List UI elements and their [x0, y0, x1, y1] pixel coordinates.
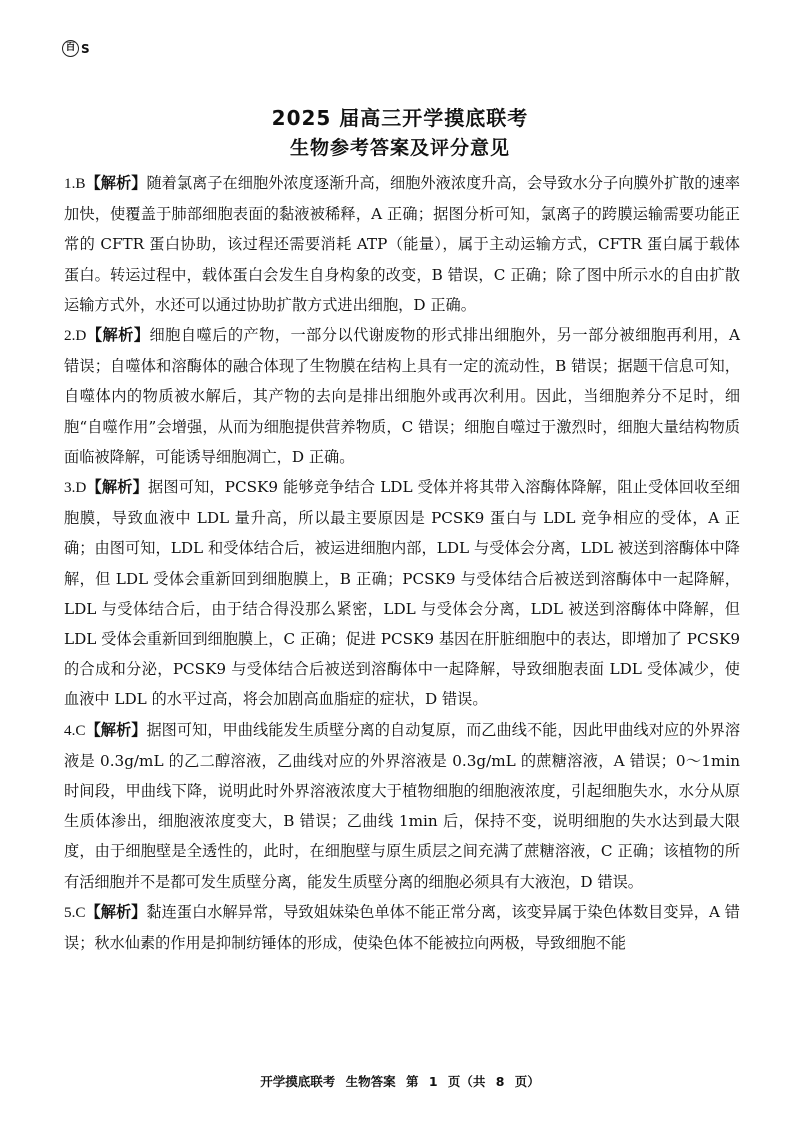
footer-page: 第 1 页（共 8 页） — [405, 1074, 540, 1089]
answer-text: 细胞自噬后的产物，一部分以代谢废物的形式排出细胞外，另一部分被细胞再利用，A 错误；自噬体和溶酶体的融合体现了生物膜在结构上具有一定的流动性，B 错误；据题干信息可知，自噬体内的物质被水解后，其产物的去向是排出细胞外或再次利用。因此，当细胞养分不足时，细胞“自噬作用”会增强，从而为细胞提供营养物质，C 错误；细胞自噬过于激烈时，细胞大量结构物质面临被降解，可能诱导细胞凋亡，D 正确。 — [64, 326, 741, 466]
answer-text: 据图可知，PCSK9 能够竞争结合 LDL 受体并将其带入溶酶体降解，阻止受体回收至细胞膜，导致血液中 LDL 量升高，所以最主要原因是 PCSK9 蛋白与 LDL 竞争相应的受体，A 正确；由图可知，LDL 和受体结合后，被运进细胞内部，LDL 与受体会分离，LDL 被送到溶酶体中降解，但 LDL 受体会重新回到细胞膜上，B 正确；PCSK9 与受体结合后被送到溶酶体中一起降解，LDL 与受体结合后，由于结合得没那么紧密，LDL 与受体会分离，LDL 被送到溶酶体中降解，但 LDL 受体会重新回到细胞膜上，C 正确；促进 PCSK9 基因在肝脏细胞中的表达，即增加了 PCSK9 的合成和分泌，PCSK9 与受体结合后被送到溶酶体中一起降解，导致细胞表面 LDL 受体减少，使血液中 LDL 的水平过高，将会加剧高血脂症的症状，D 错误。 — [64, 478, 740, 709]
answer-number: 2.D — [64, 327, 87, 345]
analysis-tag: 【解析】 — [85, 720, 147, 739]
page-subtitle: 生物参考答案及评分意见 — [289, 137, 510, 159]
answer-item — [64, 897, 740, 958]
logo-seal: 百 — [62, 40, 79, 57]
answer-text: 黏连蛋白水解异常，导致姐妹染色单体不能正常分离，该变异属于染色体数目变异，A 错误；秋水仙素的作用是抑制纺锤体的形成，使染色体不能被拉向两极，导致细胞不能 — [64, 902, 740, 953]
logo — [62, 40, 90, 57]
answer-text: 随着氯离子在细胞外浓度逐渐升高，细胞外液浓度升高，会导致水分子向膜外扩散的速率加快，使覆盖于肺部细胞表面的黏液被稀释，A 正确；据图分析可知，氯离子的跨膜运输需要功能正常的 CFTR 蛋白协助，该过程还需要消耗 ATP（能量），属于主动运输方式，CFTR 蛋白属于载体蛋白。转运过程中，载体蛋白会发生自身构象的改变，B 错误，C 正确；除了图中所示水的自由扩散运输方式外，水还可以通过协助扩散方式进出细胞，D 正确。 — [64, 174, 741, 314]
page-title: 2025 届高三开学摸底联考 — [271, 106, 529, 130]
page-footer — [0, 1072, 800, 1090]
answer-item — [64, 320, 740, 472]
footer-subject: 生物答案 — [345, 1074, 396, 1089]
answer-number: 3.D — [64, 479, 87, 497]
answer-number: 5.C — [64, 903, 86, 921]
footer-exam: 开学摸底联考 — [260, 1074, 336, 1089]
answer-item — [64, 472, 740, 715]
answer-list — [64, 168, 740, 958]
analysis-tag: 【解析】 — [85, 902, 147, 921]
answer-item — [64, 715, 740, 897]
analysis-tag: 【解析】 — [86, 478, 148, 497]
answer-number: 1.B — [64, 175, 86, 192]
logo-text: S — [81, 41, 90, 56]
answer-text: 据图可知，甲曲线能发生质壁分离的自动复原，而乙曲线不能，因此甲曲线对应的外界溶液是 0.3g/mL 的乙二醇溶液，乙曲线对应的外界溶液是 0.3g/mL 的蔗糖溶液，A 错误；0～1min 时间段，甲曲线下降，说明此时外界溶液浓度大于植物细胞的细胞液浓度，引起细胞失水，水分从原生质体渗出，细胞液浓度变大，B 错误；乙曲线 1min 后，保持不变，说明细胞的失水达到最大限度，由于细胞壁是全透性的，此时，在细胞壁与原生质层之间充满了蔗糖溶液，C 正确；该植物的所有活细胞并不是都可发生质壁分离，能发生质壁分离的细胞必须具有大液泡，D 错误。 — [64, 720, 741, 891]
analysis-tag: 【解析】 — [85, 174, 147, 192]
answer-number: 4.C — [64, 721, 86, 739]
analysis-tag: 【解析】 — [86, 326, 150, 345]
answer-item — [64, 168, 740, 320]
